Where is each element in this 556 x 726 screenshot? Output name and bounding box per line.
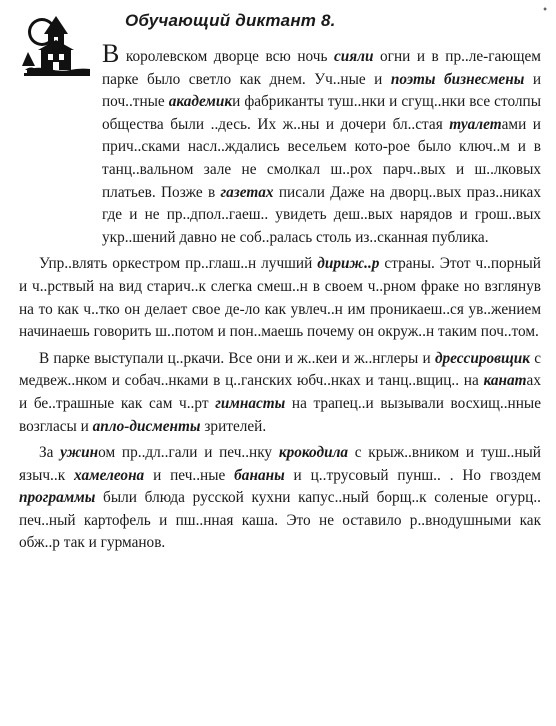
paragraph-1: В королевском дворце всю ночь сияли огни и в пр..ле-гающем парке было светло как днем. Уч..ные и поэты бизнесмены и поч..тные академики фабриканты туш..нки и сгущ..нки все столпы общества были ..десь. Их ж..ны и дочери бл..стая туалетами и прич..сками насл..ждались весельем кото-рое было ключ..м и в танц..вальном зале не смолкал ш..рох парч..вых и ш..лковых платьев. Позже в газетах писали Даже на дворц..вых праз..никах где и не пр..дпол..гаеш.. увидеть деш..вых нарядов и грош..вых укр..шений давно не соб..ралась столь из..сканная публика. [102,39,542,246]
page-title: Обучающий диктант 8. [125,11,336,30]
corner-mark: • [542,5,548,16]
paragraph-3: В парке выступали ц..ркачи. Все они и ж..кеи и ж..нглеры и дрессировщик с медвеж..нком и собач..нками в ц..ганских юбч..нках и танц..вщиц.. на канатах и бе..трашные как сам ч..рт гимнасты на трапец..и вызывали восхищ..нные возгласы и апло-дисменты зрителей. [19,349,541,435]
dictation-text [19,39,542,555]
paragraph-2: Упр..влять оркестром пр..глаш..н лучший дириж..р страны. Этот ч..порный и ч..рствый на вид старич..к слегка смеш..н в своем ч..рном фраке но взглянув на то как ч..тко он делает свое де-ло как увлеч..н им проникаеш..ся ув..жением начинаешь говорить ш..потом и пон..маешь почему он окруж..н таким поч..том. [19,255,541,341]
dropcap-letter: В [102,39,120,68]
paragraph-4: За ужином пр..дл..гали и печ..нку крокодила с крыж..вником и туш..ный языч..к хамелеона и печ..ные бананы и ц..трусовый пунш.. . Но гвоздем программы были блюда русской кухни капус..ный борщ..к соленые огурц.. печ..ный картофель и пш..нная каша. Это не оставило р..внодушными как обж..р так и гурманов. [19,444,541,552]
